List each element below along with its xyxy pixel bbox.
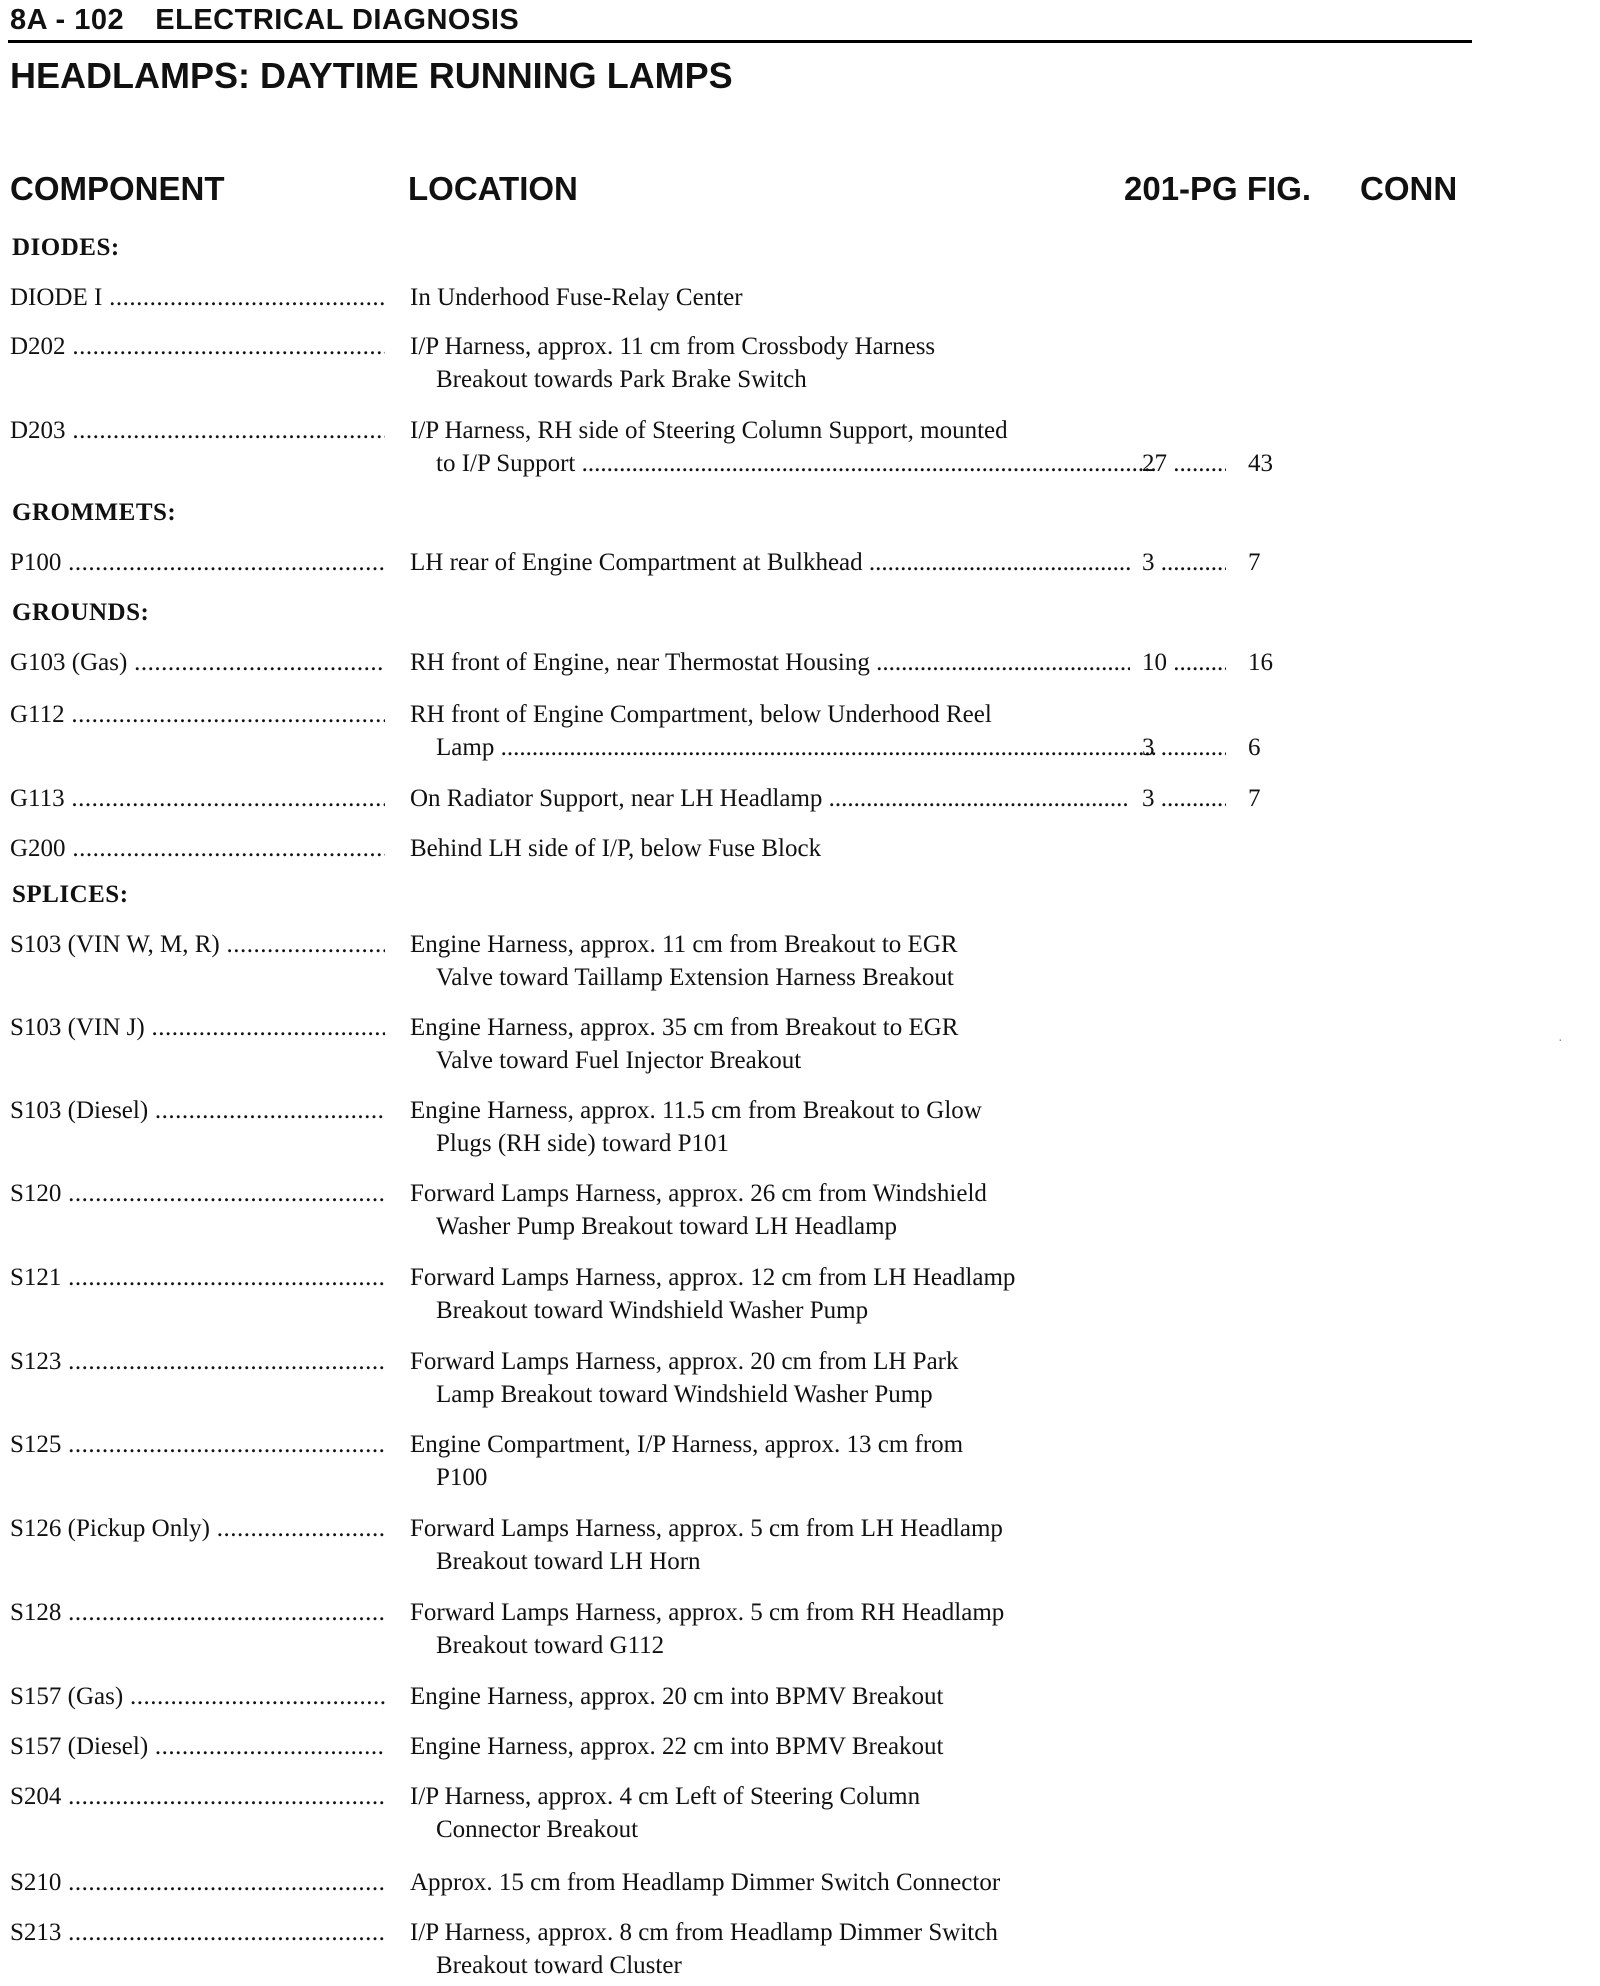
location-description bbox=[410, 782, 1130, 815]
location-line bbox=[410, 646, 1130, 679]
location-text: Forward Lamps Harness, approx. 12 cm from LH Headlamp bbox=[410, 1264, 1016, 1291]
location-line bbox=[410, 1596, 1130, 1629]
location-text: Breakout toward Windshield Washer Pump bbox=[436, 1297, 869, 1324]
component-name: S126 (Pickup Only) ..... bbox=[10, 1512, 385, 1545]
component-name: S103 (Diesel) ..... bbox=[10, 1094, 385, 1127]
location-description bbox=[410, 1866, 1130, 1899]
location-line bbox=[410, 928, 1130, 961]
location-line bbox=[410, 1461, 1130, 1494]
location-line bbox=[410, 1210, 1130, 1243]
list-item bbox=[0, 1730, 1600, 1763]
location-text: to I/P Support ..... bbox=[436, 450, 1156, 477]
list-item bbox=[0, 646, 1600, 679]
location-line bbox=[410, 1866, 1130, 1899]
location-description bbox=[410, 1428, 1130, 1494]
location-line bbox=[410, 330, 1130, 363]
location-line bbox=[410, 447, 1156, 480]
component-name: S204 ..... bbox=[10, 1780, 385, 1813]
location-line bbox=[410, 1512, 1130, 1545]
location-description bbox=[410, 1596, 1130, 1662]
location-text: Engine Harness, approx. 11.5 cm from Breakout to Glow bbox=[410, 1097, 982, 1124]
component-name: S213 ..... bbox=[10, 1916, 385, 1949]
page-figure-ref: 27 ..... bbox=[1142, 447, 1226, 480]
list-item bbox=[0, 1596, 1600, 1662]
component-name: S120 ..... bbox=[10, 1177, 385, 1210]
location-description bbox=[410, 1780, 1130, 1846]
location-line bbox=[410, 1294, 1130, 1327]
list-item bbox=[0, 782, 1600, 815]
location-line bbox=[410, 1949, 1130, 1982]
location-line bbox=[410, 1813, 1130, 1846]
location-text: RH front of Engine Compartment, below Underhood Reel bbox=[410, 701, 992, 728]
list-item bbox=[0, 698, 1600, 764]
location-line bbox=[410, 1780, 1130, 1813]
component-name: G200 ..... bbox=[10, 832, 385, 865]
location-line bbox=[410, 1545, 1130, 1578]
column-header-location: LOCATION bbox=[408, 170, 578, 207]
component-name: S121 ..... bbox=[10, 1261, 385, 1294]
list-item bbox=[0, 1866, 1600, 1899]
location-description bbox=[410, 1261, 1130, 1327]
page-title: HEADLAMPS: DAYTIME RUNNING LAMPS bbox=[10, 55, 733, 96]
location-description bbox=[410, 1011, 1130, 1077]
section-heading: SPLICES: bbox=[12, 881, 129, 908]
location-text: I/P Harness, approx. 4 cm Left of Steering Column bbox=[410, 1783, 921, 1810]
location-text: LH rear of Engine Compartment at Bulkhead ..... bbox=[410, 549, 1130, 576]
list-item bbox=[0, 928, 1600, 994]
location-text: I/P Harness, approx. 11 cm from Crossbody Harness bbox=[410, 333, 936, 360]
list-item bbox=[0, 1094, 1600, 1160]
list-item bbox=[0, 1011, 1600, 1077]
location-description bbox=[410, 1345, 1130, 1411]
location-line bbox=[410, 1011, 1130, 1044]
section-heading: DIODES: bbox=[12, 234, 120, 261]
location-text: Breakout toward LH Horn bbox=[436, 1548, 701, 1575]
section-code: 8A - 102 bbox=[10, 4, 125, 36]
location-description bbox=[410, 832, 1130, 865]
location-text: Forward Lamps Harness, approx. 26 cm from Windshield bbox=[410, 1180, 987, 1207]
connector-ref: 7 bbox=[1248, 549, 1261, 576]
column-header-conn: CONN bbox=[1360, 170, 1458, 207]
location-line bbox=[410, 1916, 1130, 1949]
location-line bbox=[410, 1127, 1130, 1160]
list-item bbox=[0, 1261, 1600, 1327]
component-name: P100 ..... bbox=[10, 546, 385, 579]
location-text: Engine Harness, approx. 20 cm into BPMV Breakout bbox=[410, 1683, 944, 1710]
list-item bbox=[0, 1428, 1600, 1494]
location-line bbox=[410, 1428, 1130, 1461]
location-text: I/P Harness, RH side of Steering Column Support, mounted bbox=[410, 417, 1008, 444]
location-text: Forward Lamps Harness, approx. 5 cm from RH Headlamp bbox=[410, 1599, 1005, 1626]
component-name: S123 ..... bbox=[10, 1345, 385, 1378]
location-description bbox=[410, 1094, 1130, 1160]
location-line bbox=[410, 1378, 1130, 1411]
location-text: On Radiator Support, near LH Headlamp ..... bbox=[410, 785, 1130, 812]
location-line bbox=[410, 961, 1130, 994]
location-line bbox=[410, 363, 1130, 396]
location-description bbox=[410, 928, 1130, 994]
location-text: Breakout towards Park Brake Switch bbox=[436, 366, 807, 393]
connector-ref: 43 bbox=[1248, 450, 1273, 477]
location-text: Engine Harness, approx. 35 cm from Breakout to EGR bbox=[410, 1014, 959, 1041]
location-text: Valve toward Fuel Injector Breakout bbox=[436, 1047, 802, 1074]
component-name: S125 ..... bbox=[10, 1428, 385, 1461]
location-description bbox=[410, 1916, 1130, 1982]
page-figure-ref: 10 ..... bbox=[1142, 646, 1226, 679]
location-description bbox=[410, 1177, 1130, 1243]
location-line bbox=[410, 1730, 1130, 1763]
location-text: Approx. 15 cm from Headlamp Dimmer Switch Connector bbox=[410, 1869, 1001, 1896]
location-line bbox=[410, 281, 1130, 314]
list-item bbox=[0, 546, 1600, 579]
column-header-page-fig: 201-PG FIG. bbox=[1124, 170, 1312, 207]
location-description bbox=[410, 698, 1130, 764]
page-figure-ref: 3 ..... bbox=[1142, 546, 1226, 579]
location-text: Breakout toward G112 bbox=[436, 1632, 665, 1659]
location-line bbox=[410, 546, 1130, 579]
list-item bbox=[0, 1345, 1600, 1411]
location-description bbox=[410, 281, 1130, 314]
location-text: Behind LH side of I/P, below Fuse Block bbox=[410, 835, 822, 862]
list-item bbox=[0, 1177, 1600, 1243]
component-name: S128 ..... bbox=[10, 1596, 385, 1629]
section-heading: GROMMETS: bbox=[12, 499, 177, 526]
location-line bbox=[410, 1345, 1130, 1378]
component-name: S157 (Diesel) ..... bbox=[10, 1730, 385, 1763]
location-text: Engine Harness, approx. 22 cm into BPMV Breakout bbox=[410, 1733, 944, 1760]
location-line bbox=[410, 1261, 1130, 1294]
location-line bbox=[410, 1629, 1130, 1662]
location-text: Washer Pump Breakout toward LH Headlamp bbox=[436, 1213, 898, 1240]
location-text: Lamp ..... bbox=[436, 734, 1156, 761]
location-text: I/P Harness, approx. 8 cm from Headlamp Dimmer Switch bbox=[410, 1919, 998, 1946]
section-heading: GROUNDS: bbox=[12, 599, 150, 626]
component-name: G112 ..... bbox=[10, 698, 385, 731]
location-text: Breakout toward Cluster bbox=[436, 1952, 682, 1979]
location-line bbox=[410, 1680, 1130, 1713]
location-description bbox=[410, 414, 1130, 480]
location-line bbox=[410, 832, 1130, 865]
list-item bbox=[0, 281, 1600, 314]
connector-ref: 7 bbox=[1248, 785, 1261, 812]
location-text: P100 bbox=[436, 1464, 488, 1491]
location-text: Forward Lamps Harness, approx. 5 cm from LH Headlamp bbox=[410, 1515, 1003, 1542]
location-text: Plugs (RH side) toward P101 bbox=[436, 1130, 730, 1157]
location-description bbox=[410, 1730, 1130, 1763]
location-description bbox=[410, 546, 1130, 579]
connector-ref: 6 bbox=[1248, 734, 1261, 761]
location-text: Connector Breakout bbox=[436, 1816, 639, 1843]
list-item bbox=[0, 1680, 1600, 1713]
list-item bbox=[0, 1916, 1600, 1982]
component-name: S103 (VIN J) ..... bbox=[10, 1011, 385, 1044]
location-description bbox=[410, 646, 1130, 679]
location-text: Lamp Breakout toward Windshield Washer Pump bbox=[436, 1381, 933, 1408]
list-item bbox=[0, 330, 1600, 396]
component-name: G113 ..... bbox=[10, 782, 385, 815]
list-item bbox=[0, 832, 1600, 865]
page-figure-ref: 3 ..... bbox=[1142, 782, 1226, 815]
list-item bbox=[0, 1512, 1600, 1578]
location-description bbox=[410, 330, 1130, 396]
scan-speck: · bbox=[1558, 1034, 1563, 1049]
connector-ref: 16 bbox=[1248, 649, 1273, 676]
location-text: Forward Lamps Harness, approx. 20 cm from LH Park bbox=[410, 1348, 959, 1375]
location-line bbox=[410, 1044, 1130, 1077]
component-name: G103 (Gas) ..... bbox=[10, 646, 385, 679]
location-line bbox=[410, 782, 1130, 815]
location-text: Valve toward Taillamp Extension Harness Breakout bbox=[436, 964, 954, 991]
location-text: RH front of Engine, near Thermostat Housing ..... bbox=[410, 649, 1130, 676]
component-name: D202 ..... bbox=[10, 330, 385, 363]
component-name: S210 ..... bbox=[10, 1866, 385, 1899]
location-description bbox=[410, 1512, 1130, 1578]
location-text: Engine Compartment, I/P Harness, approx. 13 cm from bbox=[410, 1431, 964, 1458]
component-name: S157 (Gas) ..... bbox=[10, 1680, 385, 1713]
location-line bbox=[410, 414, 1130, 447]
list-item bbox=[0, 1780, 1600, 1846]
location-text: In Underhood Fuse-Relay Center bbox=[410, 284, 743, 311]
location-line bbox=[410, 1094, 1130, 1127]
list-item bbox=[0, 414, 1600, 480]
location-line bbox=[410, 731, 1156, 764]
page-figure-ref: 3 ..... bbox=[1142, 731, 1226, 764]
column-header-component: COMPONENT bbox=[10, 170, 225, 207]
location-text: Engine Harness, approx. 11 cm from Breakout to EGR bbox=[410, 931, 958, 958]
component-name: DIODE I ..... bbox=[10, 281, 385, 314]
component-name: S103 (VIN W, M, R) ..... bbox=[10, 928, 385, 961]
section-title: ELECTRICAL DIAGNOSIS bbox=[155, 4, 520, 36]
location-line bbox=[410, 1177, 1130, 1210]
component-name: D203 ..... bbox=[10, 414, 385, 447]
location-line bbox=[410, 698, 1130, 731]
location-description bbox=[410, 1680, 1130, 1713]
